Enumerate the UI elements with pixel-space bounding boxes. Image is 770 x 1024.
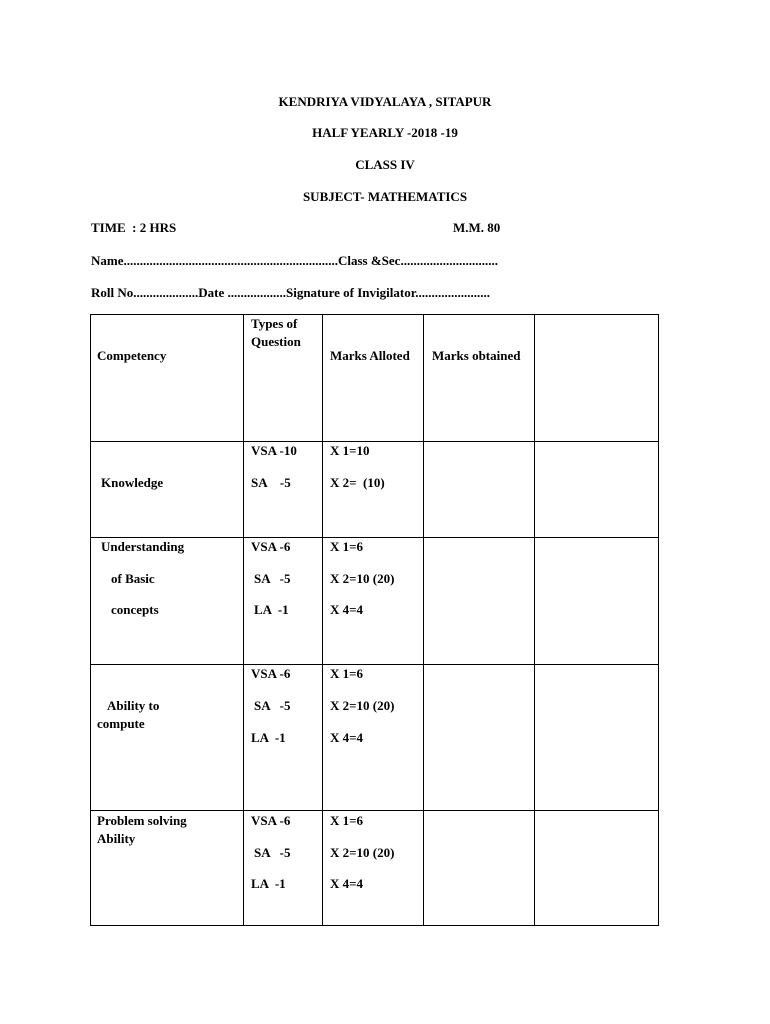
row-understanding-type-vsa: VSA -6 bbox=[251, 539, 291, 554]
table-border-top bbox=[90, 314, 659, 315]
table-divider bbox=[90, 664, 659, 665]
row-problem-solving-marks-sa: X 2=10 (20) bbox=[330, 845, 395, 860]
row-problem-solving-type-sa: SA -5 bbox=[254, 845, 291, 860]
row-compute-marks-la: X 4=4 bbox=[330, 730, 364, 745]
table-border-bottom bbox=[90, 925, 659, 926]
row-compute-competency-line1: Ability to bbox=[107, 698, 160, 713]
row-knowledge-marks-vsa: X 1=10 bbox=[330, 443, 370, 458]
table-divider bbox=[90, 441, 659, 442]
roll-date-signature-line: Roll No....................Date ..................Signature of Invigilator....................... bbox=[91, 285, 491, 300]
row-problem-solving-type-vsa: VSA -6 bbox=[251, 813, 291, 828]
header-marks-obtained: Marks obtained bbox=[432, 348, 521, 363]
table-column-divider bbox=[423, 314, 424, 926]
row-understanding-type-sa: SA -5 bbox=[254, 571, 291, 586]
row-problem-solving-marks-la: X 4=4 bbox=[330, 876, 364, 891]
time-label: TIME : 2 HRS bbox=[91, 220, 177, 235]
table-border-left bbox=[90, 314, 91, 926]
table-column-divider bbox=[322, 314, 323, 926]
header-competency: Competency bbox=[97, 348, 167, 363]
row-knowledge-type-vsa: VSA -10 bbox=[251, 443, 297, 458]
row-understanding-competency-line2: of Basic bbox=[111, 571, 155, 586]
school-title: KENDRIYA VIDYALAYA , SITAPUR bbox=[278, 94, 492, 109]
table-column-divider bbox=[243, 314, 244, 926]
row-understanding-marks-sa: X 2=10 (20) bbox=[330, 571, 395, 586]
row-understanding-competency-line3: concepts bbox=[111, 602, 159, 617]
header-types-line2: Question bbox=[251, 334, 301, 349]
exam-title: HALF YEARLY -2018 -19 bbox=[312, 125, 458, 140]
row-understanding-type-la: LA -1 bbox=[254, 602, 289, 617]
row-problem-solving-marks-vsa: X 1=6 bbox=[330, 813, 364, 828]
row-compute-marks-sa: X 2=10 (20) bbox=[330, 698, 395, 713]
row-compute-competency-line2: compute bbox=[97, 716, 145, 731]
table-column-divider bbox=[534, 314, 535, 926]
row-problem-solving-type-la: LA -1 bbox=[251, 876, 286, 891]
table-border-right bbox=[658, 314, 659, 926]
row-compute-type-sa: SA -5 bbox=[254, 698, 291, 713]
table-divider bbox=[90, 810, 659, 811]
row-knowledge-type-sa: SA -5 bbox=[251, 475, 291, 490]
row-problem-solving-competency-line1: Problem solving bbox=[97, 813, 187, 828]
row-compute-type-vsa: VSA -6 bbox=[251, 666, 291, 681]
max-marks-label: M.M. 80 bbox=[453, 220, 501, 235]
row-compute-marks-vsa: X 1=6 bbox=[330, 666, 364, 681]
subject-title: SUBJECT- MATHEMATICS bbox=[302, 189, 468, 204]
class-title: CLASS IV bbox=[355, 157, 415, 172]
header-marks-alloted: Marks Alloted bbox=[330, 348, 410, 363]
row-problem-solving-competency-line2: Ability bbox=[97, 831, 136, 846]
name-class-line: Name..................................................................Class &Sec.............................. bbox=[91, 253, 498, 268]
row-knowledge-competency: Knowledge bbox=[101, 475, 164, 490]
row-knowledge-marks-sa: X 2= (10) bbox=[330, 475, 385, 490]
header-types-line1: Types of bbox=[251, 316, 298, 331]
row-compute-type-la: LA -1 bbox=[251, 730, 286, 745]
row-understanding-marks-vsa: X 1=6 bbox=[330, 539, 364, 554]
row-understanding-marks-la: X 4=4 bbox=[330, 602, 364, 617]
row-understanding-competency-line1: Understanding bbox=[101, 539, 185, 554]
